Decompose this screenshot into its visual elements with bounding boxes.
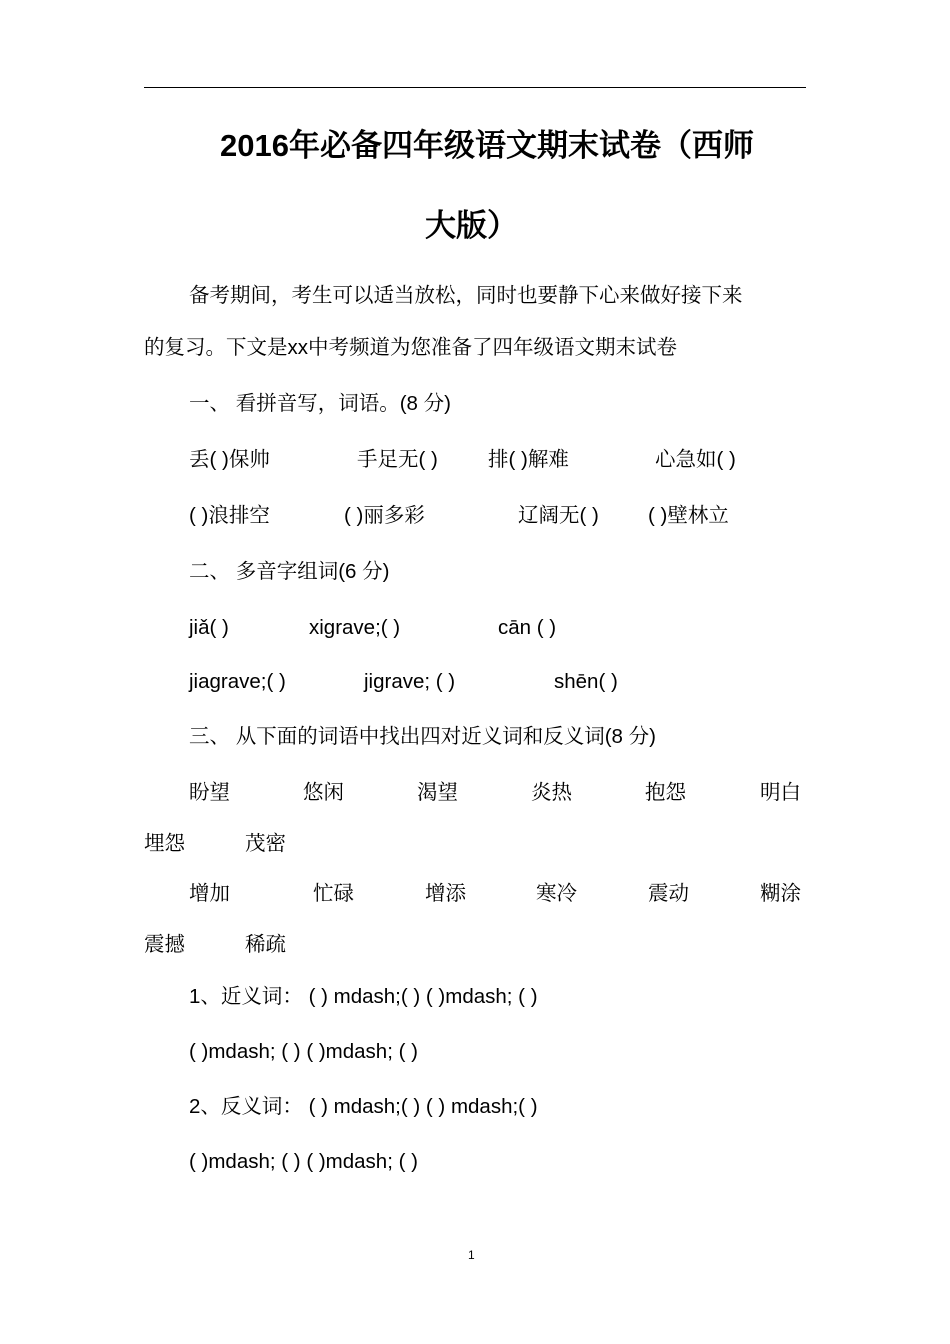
section-1-heading: 一、 看拼音写，词语。(8 分) [189,392,451,415]
polyphone-item: shēn( ) [554,670,618,693]
word-item: 稀疏 [245,933,286,956]
word-item: 埋怨 [144,832,185,855]
fill-blank-item: ( )丽多彩 [344,504,425,527]
word-item: 增加 [189,882,230,905]
intro-line-1: 备考期间，考生可以适当放松，同时也要静下心来做好接下来 [189,284,743,307]
synonyms-line-1: 1、近义词： ( ) mdash;( ) ( )mdash; ( ) [189,985,538,1008]
word-item: 盼望 [189,781,230,804]
page-number: 1 [468,1248,475,1262]
word-item: 震动 [648,882,689,905]
word-item: 增添 [425,882,466,905]
section-3-heading: 三、 从下面的词语中找出四对近义词和反义词(8 分) [189,725,656,748]
word-item: 茂密 [245,832,286,855]
word-item: 渴望 [417,781,458,804]
polyphone-item: cān ( ) [498,616,557,639]
polyphone-item: jigrave; ( ) [364,670,456,693]
synonyms-line-2: ( )mdash; ( ) ( )mdash; ( ) [189,1040,418,1063]
section-2-heading: 二、 多音字组词(6 分) [189,560,390,583]
antonyms-line-1: 2、反义词： ( ) mdash;( ) ( ) mdash;( ) [189,1095,538,1118]
fill-blank-item: ( )壁林立 [648,504,729,527]
fill-blank-item: 排( )解难 [488,448,569,471]
fill-blank-item: 手足无( ) [357,448,438,471]
header-rule [144,87,806,88]
word-item: 悠闲 [303,781,344,804]
word-item: 糊涂 [760,882,801,905]
word-item: 明白 [760,781,801,804]
word-item: 炎热 [531,781,572,804]
intro-line-2: 的复习。下文是xx中考频道为您准备了四年级语文期末试卷 [144,336,677,359]
word-item: 寒冷 [536,882,577,905]
fill-blank-item: ( )浪排空 [189,504,270,527]
fill-blank-item: 丢( )保帅 [189,448,270,471]
fill-blank-item: 心急如( ) [655,448,736,471]
word-item: 忙碌 [313,882,354,905]
word-item: 抱怨 [645,781,686,804]
polyphone-item: jiagrave;( ) [189,670,286,693]
document-title-line-2: 大版） [425,208,518,243]
polyphone-item: xigrave;( ) [309,616,401,639]
fill-blank-item: 辽阔无( ) [518,504,599,527]
antonyms-line-2: ( )mdash; ( ) ( )mdash; ( ) [189,1150,418,1173]
document-title-line-1: 2016年必备四年级语文期末试卷（西师 [220,128,754,163]
polyphone-item: jiǎ( ) [189,616,229,639]
word-item: 震撼 [144,933,185,956]
